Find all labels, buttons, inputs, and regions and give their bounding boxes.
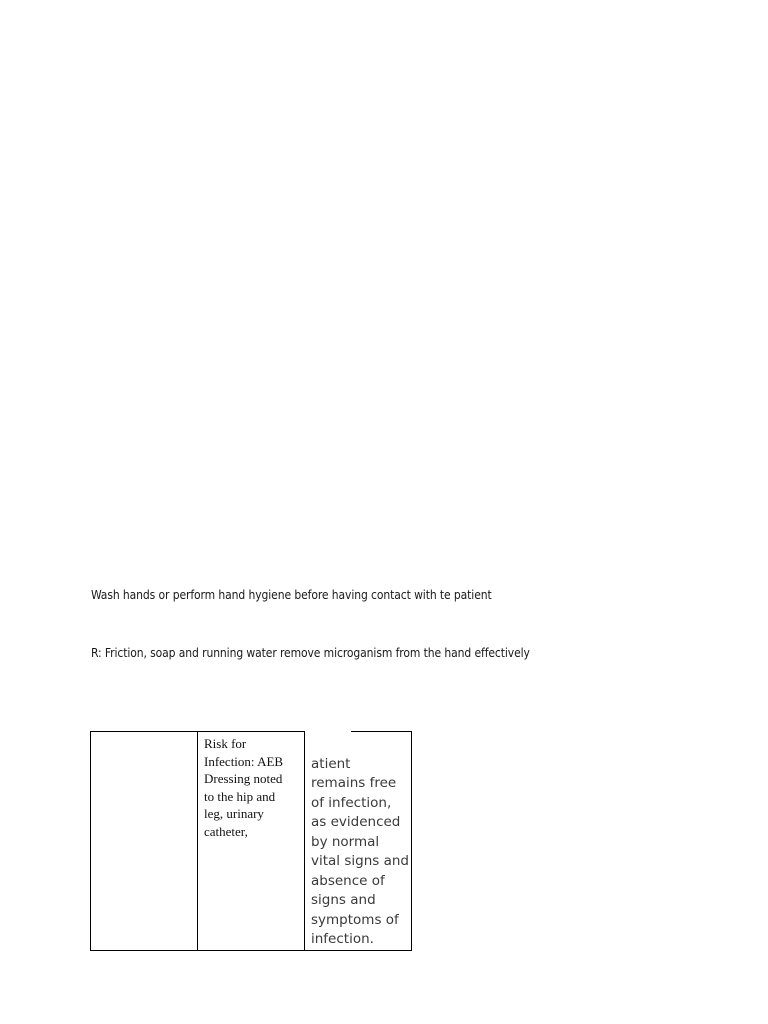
intervention-text: Wash hands or perform hand hygiene before having contact with te patient [91,588,492,602]
care-plan-table [90,731,412,951]
goal-text: atient remains free of infection, as evidenced by normal vital signs and absence of signs and symptoms of infection. [311,755,409,947]
table-cell-diagnosis [198,732,305,951]
border-gap [305,731,351,734]
cell-text [91,732,197,735]
table-row [91,732,412,951]
goal-cell-inner [305,732,411,950]
rationale-text: R: Friction, soap and running water remove microganism from the hand effectively [91,646,530,660]
diagnosis-text: Risk for Infection: AEB Dressing noted to the hip and leg, urinary catheter, [204,736,284,839]
table-cell-empty [91,732,198,951]
table-cell-goal [305,732,412,951]
